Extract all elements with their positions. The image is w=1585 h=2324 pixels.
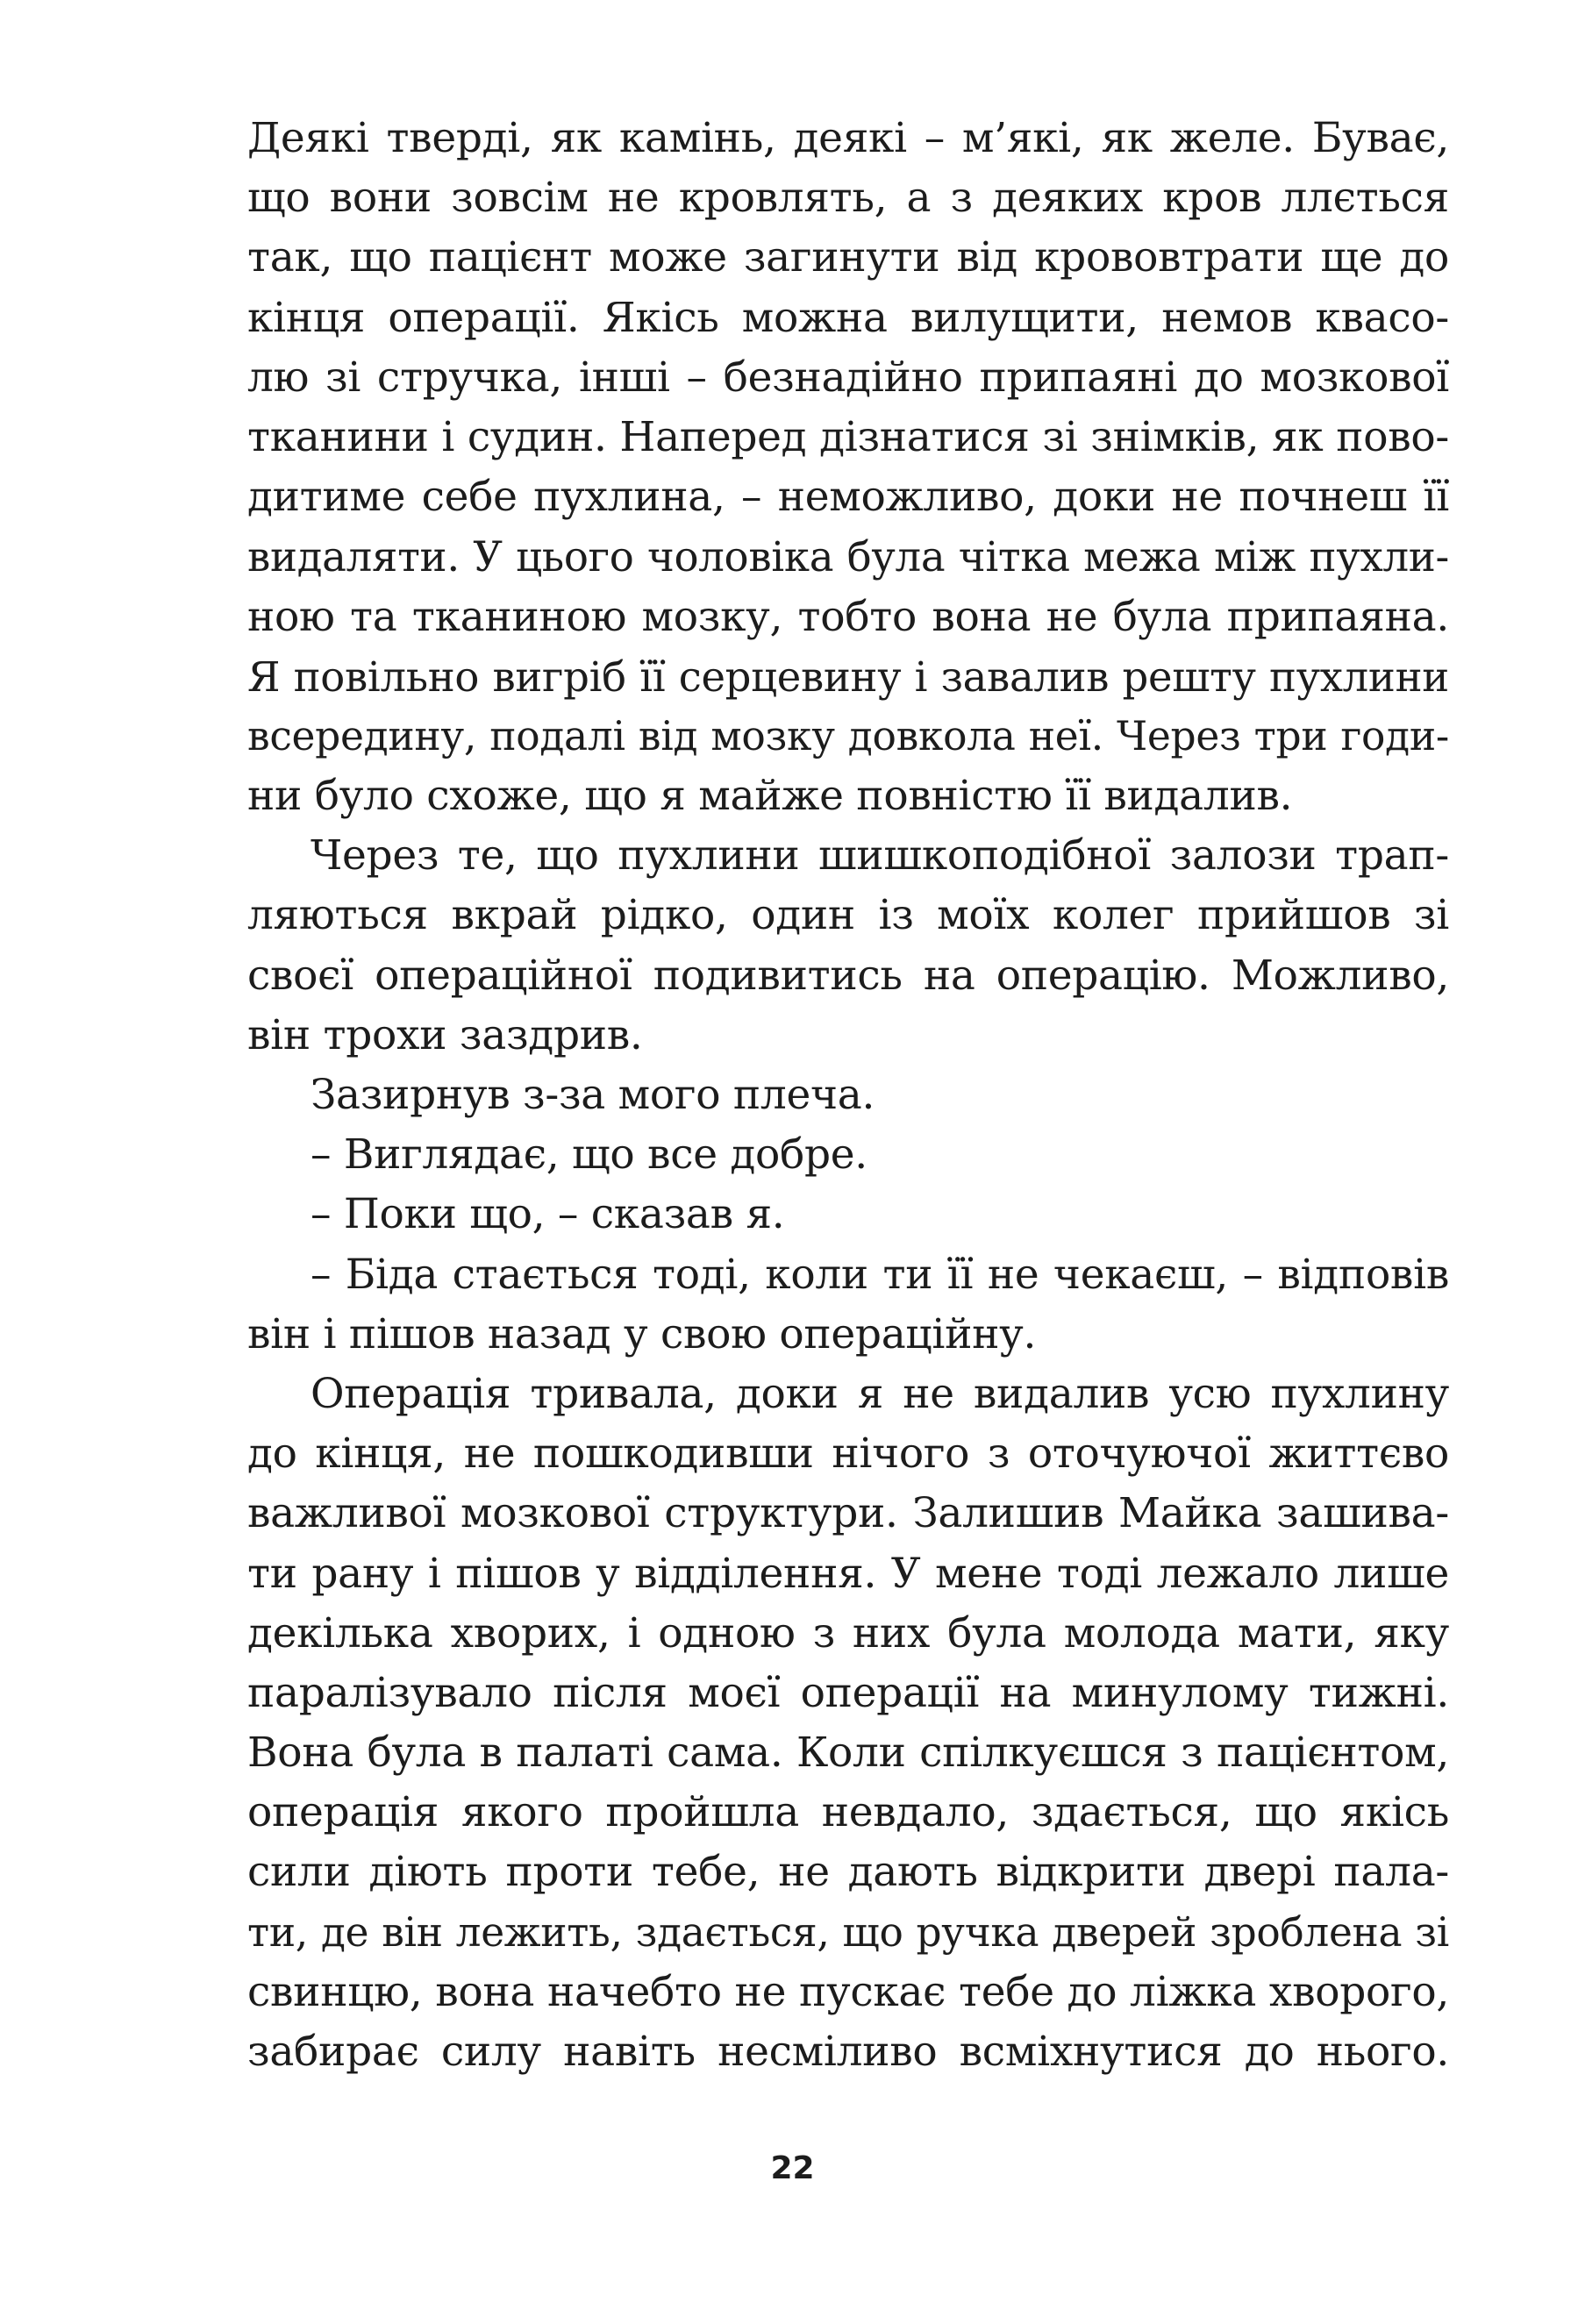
text-line: ти, де він лежить, здається, що ручка дверей зроблена зі (247, 1908, 1449, 1956)
text-line: декілька хворих, і одною з них була молода мати, яку (247, 1608, 1449, 1657)
text-line: Через те, що пухлини шишкоподібної залози трап- (311, 831, 1449, 880)
text-line: свинцю, вона начебто не пускає тебе до ліжка хворого, (247, 1967, 1449, 2016)
text-line: паралізувало після моєї операції на минулому тижні. (247, 1668, 1449, 1717)
text-line: тканини і судин. Наперед дізнатися зі знімків, як пово- (247, 412, 1449, 461)
text-line: він трохи заздрив. (247, 1010, 643, 1059)
text-line: ни було схоже, що я майже повністю її видалив. (247, 772, 1293, 821)
text-line: своєї операційної подивитись на операцію. Можливо, (247, 951, 1449, 1000)
text-line: всередину, подалі від мозку довкола неї. Через три годи- (247, 712, 1449, 759)
text-line: ти рану і пішов у відділення. У мене тоді лежало лише (247, 1549, 1449, 1598)
text-line: – Виглядає, що все добре. (311, 1130, 867, 1180)
text-line: видаляти. У цього чоловіка була чітка межа між пухли- (247, 533, 1449, 581)
text-line: дитиме себе пухлина, – неможливо, доки не почнеш її (247, 473, 1449, 522)
text-line: ною та тканиною мозку, тобто вона не була припаяна. (247, 592, 1449, 641)
text-line: він і пішов назад у свою операційну. (247, 1309, 1037, 1358)
text-line: важливої мозкової структури. Залишив Майка зашива- (247, 1489, 1449, 1538)
text-line: Зазирнув з-за мого плеча. (311, 1071, 875, 1119)
text-line: ляються вкрай рідко, один із моїх колег прийшов зі (247, 891, 1449, 940)
body-text (247, 109, 1449, 2082)
text-line: Вона була в палаті сама. Коли спілкуєшся з пацієнтом, (247, 1729, 1449, 1778)
text-line: лю зі стручка, інші – безнадійно припаяні до мозкової (247, 353, 1449, 402)
text-line: Деякі тверді, як камінь, деякі – м’які, як желе. Буває, (247, 114, 1449, 162)
text-line: операція якого пройшла невдало, здається, що якісь (247, 1788, 1449, 1837)
text-line: Операція тривала, доки я не видалив усю пухлину (311, 1369, 1449, 1418)
text-line: кінця операції. Якісь можна вилущити, немов квасо- (247, 293, 1449, 342)
text-line: – Біда стається тоді, коли ти її не чекаєш, – відповів (311, 1250, 1449, 1299)
text-line: що вони зовсім не кровлять, а з деяких кров ллється (247, 174, 1449, 223)
page-number: 22 (770, 2150, 815, 2186)
text-line: забирає силу навіть несміливо всміхнутися до нього. (247, 2028, 1449, 2076)
text-line: – Поки що, – сказав я. (311, 1190, 785, 1239)
text-line: так, що пацієнт може загинути від крововтрати ще до (247, 233, 1449, 282)
text-line: Я повільно вигріб її серцевину і завалив решту пухлини (247, 652, 1449, 701)
text-line: до кінця, не пошкодивши нічого з оточуючої життєво (247, 1429, 1449, 1479)
text-line: сили діють проти тебе, не дають відкрити двері пала- (247, 1848, 1449, 1897)
